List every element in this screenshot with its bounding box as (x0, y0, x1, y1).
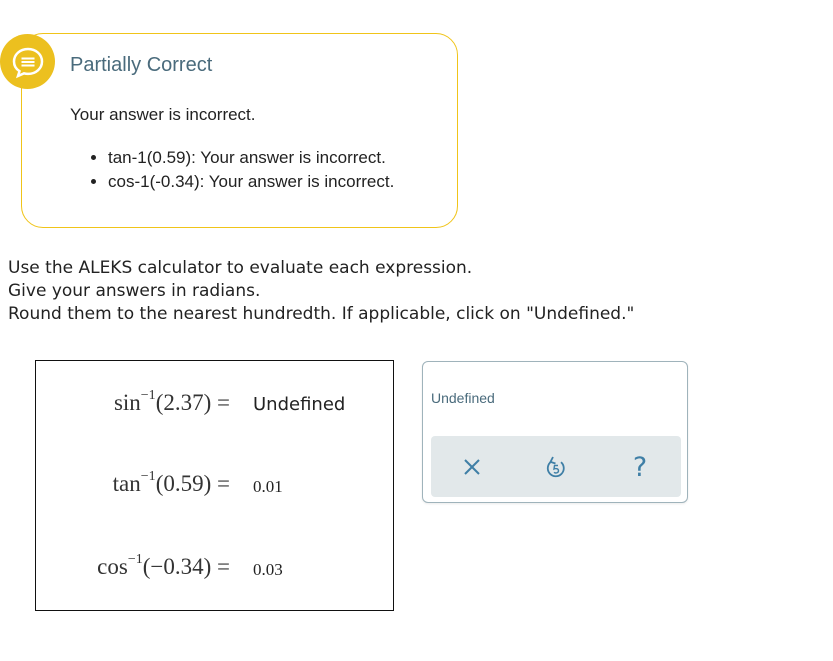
argument: (2.37) (155, 390, 212, 415)
clear-button[interactable] (455, 450, 489, 484)
problem-row-sin (36, 390, 393, 430)
feedback-item: • cos-1(-0.34): Your answer is incorrect. (108, 170, 394, 194)
problem-row-tan (36, 471, 393, 511)
undo-button[interactable] (539, 450, 573, 484)
instruction-line: Round them to the nearest hundredth. If applicable, click on "Undefined." (8, 304, 635, 324)
argument: (0.59) (155, 471, 212, 496)
answer-box (35, 360, 394, 611)
function-name: sin (113, 390, 141, 415)
feedback-item: • tan-1(0.59): Your answer is incorrect. (108, 146, 394, 170)
exponent: −1 (140, 388, 156, 404)
answer-field-tan[interactable]: 0.01 (253, 477, 283, 496)
instructions (8, 257, 634, 326)
equals-sign: = (217, 471, 230, 496)
equals-sign: = (217, 390, 230, 415)
help-icon: ? (632, 451, 648, 483)
instruction-line: Use the ALEKS calculator to evaluate each expression. (8, 258, 473, 278)
answer-field-sin[interactable]: Undefined (253, 394, 346, 415)
expression-sin (114, 390, 230, 416)
problem-row-cos (36, 554, 393, 594)
equals-sign: = (217, 554, 230, 579)
keypad-panel (422, 361, 688, 503)
instruction-line: Give your answers in radians. (8, 281, 261, 301)
undo-icon (545, 455, 567, 479)
tool-bar (431, 436, 681, 497)
close-icon (462, 457, 482, 477)
function-name: cos (97, 554, 128, 579)
exponent: −1 (127, 552, 143, 568)
function-name: tan (112, 471, 141, 496)
feedback-title: Partially Correct (70, 54, 213, 76)
answer-field-cos[interactable]: 0.03 (253, 560, 283, 579)
expression-cos (97, 554, 230, 580)
exponent: −1 (140, 469, 156, 485)
feedback-list (88, 146, 394, 194)
chat-bubble-icon (0, 34, 55, 89)
feedback-message: Your answer is incorrect. (70, 105, 256, 124)
argument: (−0.34) (142, 554, 212, 579)
expression-tan (113, 471, 230, 497)
help-button[interactable] (623, 450, 657, 484)
undefined-button[interactable]: Undefined (431, 390, 495, 406)
feedback-panel (21, 33, 458, 228)
